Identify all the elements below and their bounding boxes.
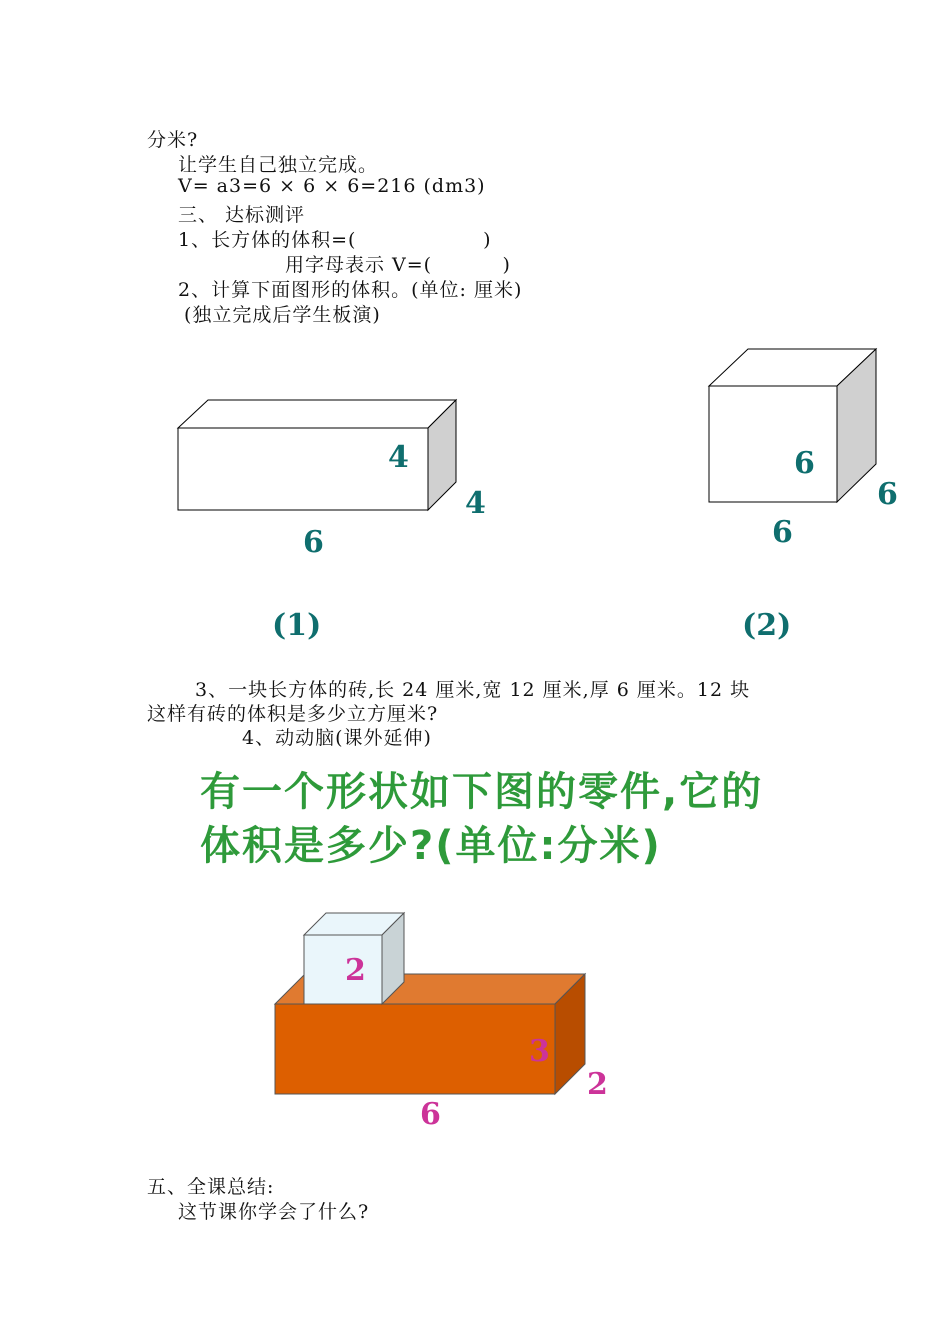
problem-4-title: 4、动动脑(课外延伸) (242, 727, 432, 749)
fig2-length-label: 6 (772, 515, 793, 550)
challenge-line-1: 有一个形状如下图的零件,它的 (200, 769, 764, 815)
challenge-line-2: 体积是多少?(单位:分米) (200, 823, 662, 869)
summary-question: 这节课你学会了什么? (178, 1201, 370, 1223)
fig2-height-label: 6 (794, 446, 815, 481)
formula-line: V= a3=6 × 6 × 6=216 (dm3) (178, 175, 486, 197)
fig1-length-label: 6 (303, 525, 324, 560)
fig1-height-label: 4 (388, 440, 409, 475)
fig1-depth-label: 4 (465, 486, 486, 521)
part-cube-label: 2 (345, 953, 366, 988)
summary-heading: 五、全课总结: (147, 1176, 275, 1198)
cuboid-figure-1 (170, 395, 470, 525)
question-1-letter: 用字母表示 V=( ) (285, 254, 511, 276)
text-line-2: 让学生自己独立完成。 (178, 154, 379, 176)
text-line-1: 分米? (147, 129, 199, 151)
question-2: 2、计算下面图形的体积。(单位: 厘米) (178, 279, 523, 301)
part-height-label: 3 (529, 1034, 550, 1069)
fig1-caption: (1) (272, 608, 322, 643)
part-depth-label: 2 (587, 1067, 608, 1102)
cube-figure-2 (703, 343, 883, 508)
problem-3-line-2: 这样有砖的体积是多少立方厘米? (147, 703, 439, 725)
problem-3-line-1: 3、一块长方体的砖,长 24 厘米,宽 12 厘米,厚 6 厘米。12 块 (195, 679, 751, 701)
fig2-caption: (2) (742, 608, 792, 643)
part-figure (270, 905, 610, 1110)
question-1: 1、长方体的体积=( ) (178, 229, 492, 251)
fig2-depth-label: 6 (877, 477, 898, 512)
question-2-note: (独立完成后学生板演) (184, 304, 381, 326)
part-length-label: 6 (420, 1097, 441, 1132)
section-heading-3: 三、 达标测评 (178, 204, 306, 226)
